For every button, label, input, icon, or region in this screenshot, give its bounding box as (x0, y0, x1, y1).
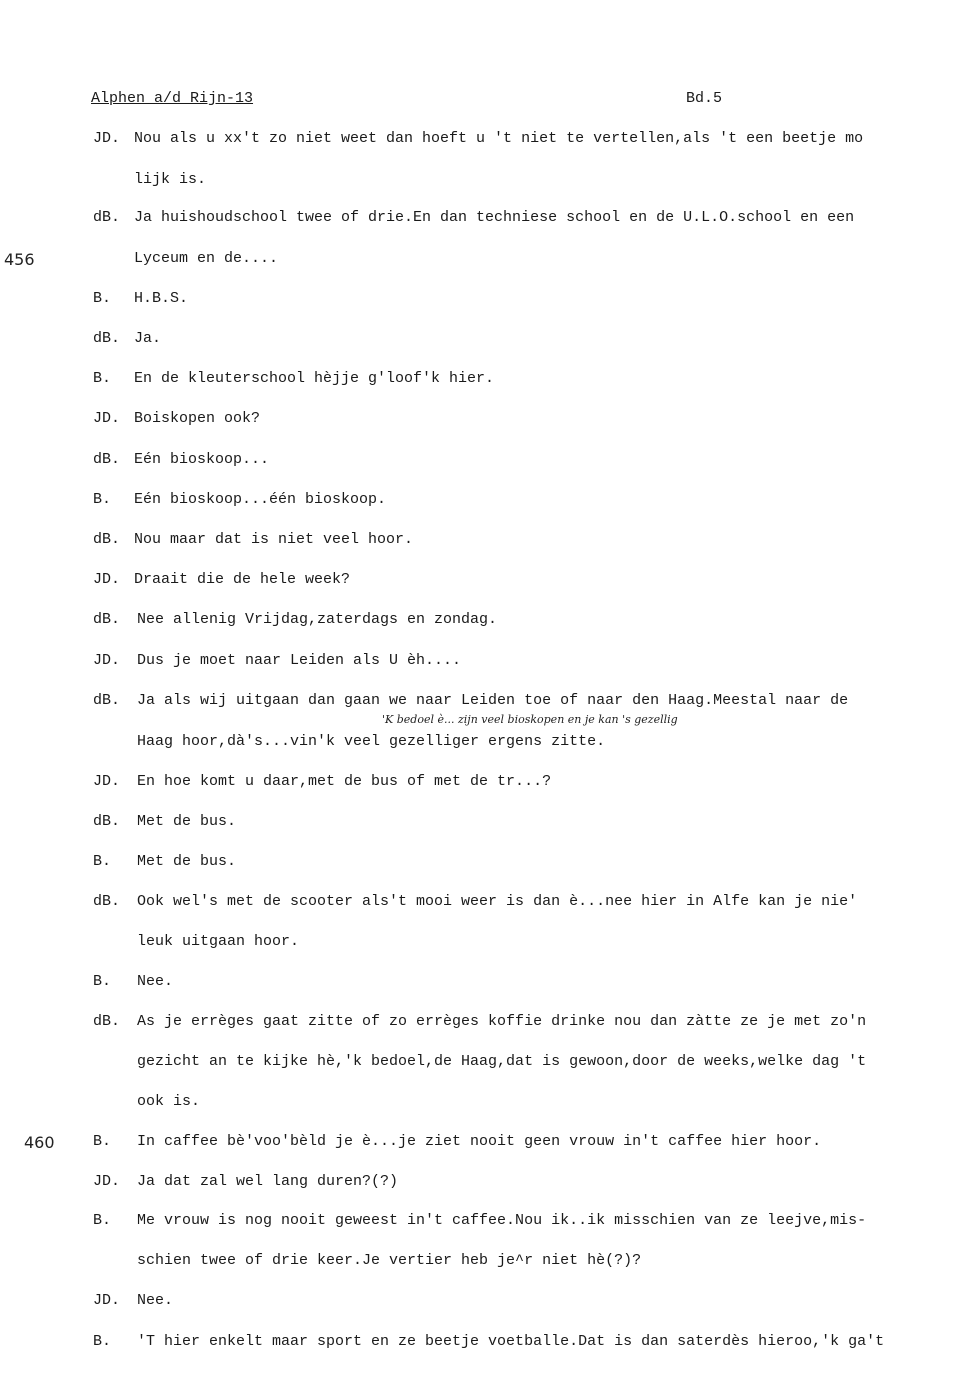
utterance-text: Met de bus. (137, 813, 237, 830)
speaker-label: dB. (93, 813, 121, 830)
speaker-label: B. (93, 370, 112, 387)
speaker-label: dB. (93, 451, 121, 468)
margin-counter-note: 460 (24, 1133, 55, 1152)
utterance-text: In caffee bè'voo'bèld je è...je ziet nooit geen vrouw in't caffee hier hoor. (137, 1133, 822, 1150)
utterance-text: Lyceum en de.... (134, 250, 279, 267)
speaker-label: B. (93, 1133, 112, 1150)
utterance-text: gezicht an te kijke hè,'k bedoel,de Haag,dat is gewoon,door de weeks,welke dag 't (137, 1053, 867, 1070)
speaker-label: dB. (93, 531, 121, 548)
speaker-label: dB. (93, 692, 121, 709)
handwritten-annotation: 'K bedoel è... zijn veel bioskopen en je kan 's gezellig (382, 713, 678, 726)
speaker-label: B. (93, 853, 112, 870)
utterance-text: Nou maar dat is niet veel hoor. (134, 531, 414, 548)
utterance-text: En hoe komt u daar,met de bus of met de tr...? (137, 773, 552, 790)
speaker-label: dB. (93, 1013, 121, 1030)
document-title: Alphen a/d Rijn-13 (91, 90, 254, 107)
utterance-text: En de kleuterschool hèjje g'loof'k hier. (134, 370, 495, 387)
speaker-label: JD. (93, 773, 121, 790)
utterance-text: Nee allenig Vrijdag,zaterdags en zondag. (137, 611, 498, 628)
tape-reference: Bd.5 (686, 90, 723, 107)
utterance-text: Met de bus. (137, 853, 237, 870)
utterance-text: schien twee of drie keer.Je vertier heb je^r niet hè(?)? (137, 1252, 642, 1269)
utterance-text: Haag hoor,dà's...vin'k veel gezelliger ergens zitte. (137, 733, 606, 750)
speaker-label: B. (93, 1212, 112, 1229)
speaker-label: JD. (93, 652, 121, 669)
utterance-text: Ja. (134, 330, 162, 347)
utterance-text: Eén bioskoop... (134, 451, 270, 468)
speaker-label: dB. (93, 611, 121, 628)
utterance-text: As je errèges gaat zitte of zo errèges koffie drinke nou dan zàtte ze je met zo'n (137, 1013, 867, 1030)
speaker-label: B. (93, 290, 112, 307)
utterance-text: ook is. (137, 1093, 201, 1110)
utterance-text: Boiskopen ook? (134, 410, 261, 427)
utterance-text: Ja huishoudschool twee of drie.En dan techniese school en de U.L.O.school en een (134, 209, 855, 226)
speaker-label: B. (93, 973, 112, 990)
utterance-text: Draait die de hele week? (134, 571, 351, 588)
utterance-text: Eén bioskoop...één bioskoop. (134, 491, 387, 508)
margin-counter-note: 456 (4, 250, 35, 269)
utterance-text: Me vrouw is nog nooit geweest in't caffee.Nou ik..ik misschien van ze leejve,mis- (137, 1212, 867, 1229)
speaker-label: dB. (93, 209, 121, 226)
utterance-text: Nee. (137, 1292, 174, 1309)
speaker-label: dB. (93, 330, 121, 347)
speaker-label: JD. (93, 1292, 121, 1309)
speaker-label: JD. (93, 130, 121, 147)
utterance-text: leuk uitgaan hoor. (137, 933, 300, 950)
utterance-text: Ja dat zal wel lang duren?(?) (137, 1173, 399, 1190)
utterance-text: lijk is. (134, 171, 207, 188)
speaker-label: JD. (93, 410, 121, 427)
utterance-text: Nou als u xx't zo niet weet dan hoeft u 't niet te vertellen,als 't een beetje mo (134, 130, 864, 147)
utterance-text: H.B.S. (134, 290, 189, 307)
utterance-text: Nee. (137, 973, 174, 990)
speaker-label: B. (93, 491, 112, 508)
speaker-label: JD. (93, 1173, 121, 1190)
speaker-label: JD. (93, 571, 121, 588)
utterance-text: Dus je moet naar Leiden als U èh.... (137, 652, 462, 669)
utterance-text: 'T hier enkelt maar sport en ze beetje voetballe.Dat is dan saterdès hieroo,'k ga't (137, 1333, 885, 1350)
utterance-text: Ja als wij uitgaan dan gaan we naar Leiden toe of naar den Haag.Meestal naar de (137, 692, 849, 709)
speaker-label: B. (93, 1333, 112, 1350)
speaker-label: dB. (93, 893, 121, 910)
utterance-text: Ook wel's met de scooter als't mooi weer is dan è...nee hier in Alfe kan je nie' (137, 893, 858, 910)
